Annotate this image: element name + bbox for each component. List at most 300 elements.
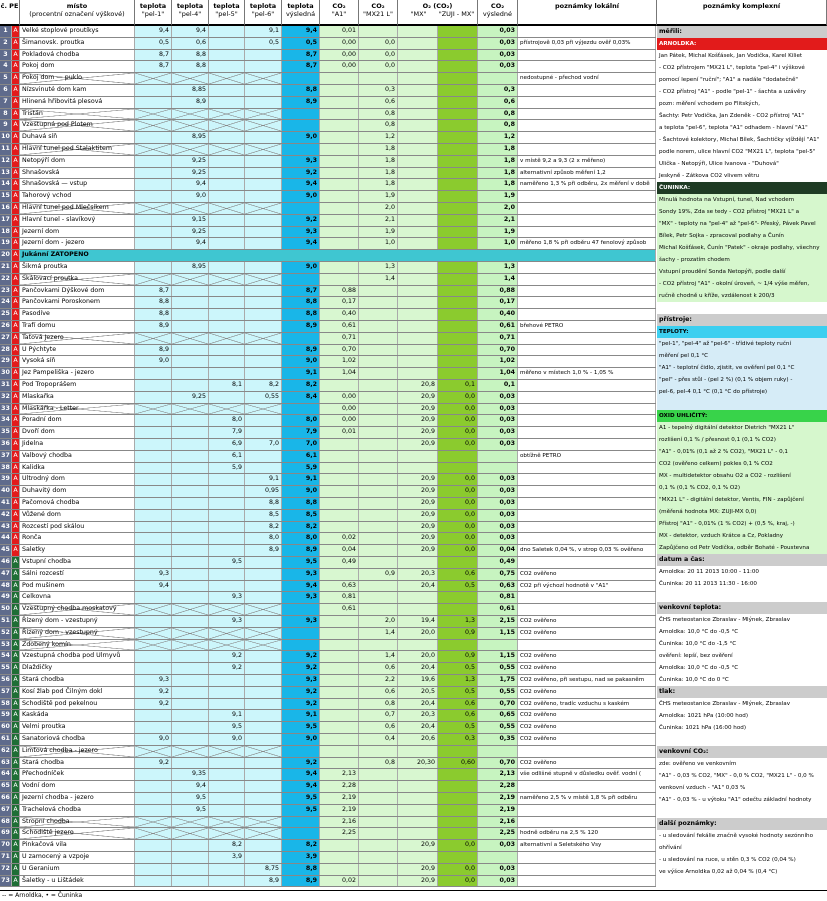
local-note <box>518 333 656 344</box>
complex-note-line: - Šachtové kolektory, Michal Bílek, Šachtičky vjíždějí "A1" <box>659 137 820 143</box>
complex-note-line: rozlišení 0,1 % / přesnost 0,1 (0,1 % CO2) <box>657 434 827 446</box>
co2-result: 1,8 <box>478 156 518 167</box>
co2-zuji-mx: 1,3 <box>438 616 478 627</box>
row-id: 15 <box>0 191 12 202</box>
header-t3-sub: "pel-5" <box>215 10 238 18</box>
table-row <box>0 38 656 50</box>
cave-flag: A <box>12 61 20 72</box>
temp-pel5: 6,1 <box>209 451 245 462</box>
temp-pel4 <box>172 817 209 828</box>
table-row <box>0 522 656 534</box>
co2-zuji-mx <box>438 463 478 474</box>
cave-flag: A <box>12 179 20 190</box>
co2-mx21 <box>359 286 398 297</box>
cave-flag: A <box>12 309 20 320</box>
co2-a1 <box>320 215 359 226</box>
header-t4-title: teplota <box>249 2 277 10</box>
temp-pel5 <box>209 817 245 828</box>
row-id: 44 <box>0 533 12 544</box>
place-name: Limtová chodba - jezero <box>20 746 135 757</box>
co2-result: 1,0 <box>478 238 518 249</box>
table-row <box>0 474 656 486</box>
temp-pel1 <box>135 144 172 155</box>
co2-result: 0,03 <box>478 26 518 37</box>
complex-note-line: podle norem, ulice hlavní CO2 "MX21 L", teplota "pel-5" <box>659 149 816 155</box>
header-o2-sub-b: "ZUJI - MX" <box>438 10 475 18</box>
o2-mx <box>398 238 438 249</box>
place-name: Kalidka <box>20 463 135 474</box>
co2-a1 <box>320 522 359 533</box>
o2-mx <box>398 215 438 226</box>
complex-note-line: Čuninka: 1021 hPa (16:00 hod) <box>659 725 746 731</box>
o2-mx <box>398 120 438 131</box>
co2-a1: 2,25 <box>320 828 359 839</box>
header-t3 <box>209 0 245 26</box>
complex-note-line: ČUNINKA: <box>657 182 827 194</box>
temp-pel6 <box>245 85 282 96</box>
temp-pel6 <box>245 427 282 438</box>
temp-result: 6,1 <box>282 451 320 462</box>
co2-a1: 0,02 <box>320 876 359 887</box>
co2-zuji-mx <box>438 309 478 320</box>
temp-pel1 <box>135 793 172 804</box>
cave-flag: A <box>12 817 20 828</box>
temp-pel5 <box>209 699 245 710</box>
co2-a1 <box>320 640 359 651</box>
table-row <box>0 569 656 581</box>
co2-zuji-mx <box>438 746 478 757</box>
co2-result: 0,03 <box>478 404 518 415</box>
o2-mx <box>398 557 438 568</box>
co2-mx21 <box>359 533 398 544</box>
temp-pel5 <box>209 604 245 615</box>
co2-a1 <box>320 510 359 521</box>
cave-flag: A <box>12 297 20 308</box>
temp-pel6 <box>245 451 282 462</box>
cave-flag: A <box>12 734 20 745</box>
co2-result: 0,63 <box>478 581 518 592</box>
complex-note-line: ARNOLDKA: <box>657 38 827 50</box>
co2-zuji-mx: 0,9 <box>438 651 478 662</box>
temp-pel5 <box>209 179 245 190</box>
row-id: 12 <box>0 156 12 167</box>
temp-pel6 <box>245 793 282 804</box>
temp-result <box>282 203 320 214</box>
co2-result: 0,70 <box>478 758 518 769</box>
temp-result: 8,0 <box>282 415 320 426</box>
local-note: CO2 ověřeno <box>518 722 656 733</box>
table-row <box>0 486 656 498</box>
temp-result: 9,2 <box>282 758 320 769</box>
table-row <box>0 250 656 262</box>
co2-zuji-mx: 0,0 <box>438 474 478 485</box>
complex-note-line: Arnoldka: 10,0 °C do -0,5 °C <box>659 665 739 671</box>
temp-pel6 <box>245 663 282 674</box>
table-row <box>0 817 656 829</box>
temp-pel6: 8,0 <box>245 533 282 544</box>
co2-result: 0,1 <box>478 380 518 391</box>
co2-mx21 <box>359 368 398 379</box>
temp-result: 5,9 <box>282 463 320 474</box>
temp-pel6 <box>245 356 282 367</box>
o2-mx: 20,9 <box>398 486 438 497</box>
co2-a1 <box>320 439 359 450</box>
header-c1 <box>320 0 359 26</box>
header-c2-title: CO₂ <box>371 2 385 10</box>
co2-result: 0,88 <box>478 286 518 297</box>
temp-pel1 <box>135 404 172 415</box>
local-note: měřeno v místech 1,0 % - 1,05 % <box>518 368 656 379</box>
table-row <box>0 262 656 274</box>
row-id: 41 <box>0 498 12 509</box>
temp-pel4 <box>172 286 209 297</box>
complex-note-line: ověření: lepší, bez ověření <box>659 653 733 659</box>
local-note: CO2 ověřeno, tradíc vzduchu s kaském <box>518 699 656 710</box>
temp-pel1 <box>135 451 172 462</box>
complex-note-line: měření pel 0,1 °C <box>657 350 827 362</box>
temp-pel6 <box>245 840 282 851</box>
co2-a1: 0,00 <box>320 392 359 403</box>
complex-note-line: Přístroj "A1" - 0,01% (1 % CO2) + (0,5 %, kraj, -) <box>657 518 827 530</box>
cave-flag: A <box>12 238 20 249</box>
co2-a1: 0,00 <box>320 38 359 49</box>
cave-flag: A <box>12 852 20 863</box>
cave-flag: A <box>12 828 20 839</box>
place-name: Shnašovská <box>20 168 135 179</box>
temp-pel5: 8,1 <box>209 380 245 391</box>
place-name: Vzestupný chodba moskatový <box>20 604 135 615</box>
co2-a1 <box>320 144 359 155</box>
temp-pel6: 8,75 <box>245 864 282 875</box>
temp-pel4 <box>172 864 209 875</box>
temp-result: 8,9 <box>282 876 320 887</box>
co2-result: 0,03 <box>478 61 518 72</box>
temp-result: 9,5 <box>282 805 320 816</box>
header-t2-title: teplota <box>176 2 204 10</box>
temp-pel6: 7,0 <box>245 439 282 450</box>
table-row <box>0 120 656 132</box>
temp-pel4 <box>172 427 209 438</box>
temp-pel1 <box>135 840 172 851</box>
table-row <box>0 191 656 203</box>
place-name: Řízený dom - vzestupný <box>20 628 135 639</box>
complex-note-line: Jan Pátek, Michal Košťásek, Jan Vodička, Karel Kiliet <box>659 53 803 59</box>
cave-flag: A <box>12 805 20 816</box>
o2-mx: 20,30 <box>398 758 438 769</box>
cave-flag: A <box>12 132 20 143</box>
table-row <box>0 793 656 805</box>
temp-result: 9,1 <box>282 368 320 379</box>
cave-flag: A <box>12 628 20 639</box>
temp-pel5 <box>209 640 245 651</box>
cave-flag: A <box>12 581 20 592</box>
local-note: vše odlišné stupně v důsledku ověř. vodní ( <box>518 769 656 780</box>
o2-mx: 20,9 <box>398 439 438 450</box>
local-note <box>518 510 656 521</box>
cave-flag: A <box>12 345 20 356</box>
complex-note-line: CO2 (ověřeno celkem) pokles 0,1 % CO2 <box>657 458 827 470</box>
temp-pel6: 8,8 <box>245 498 282 509</box>
temp-pel4: 8,8 <box>172 61 209 72</box>
temp-pel4 <box>172 309 209 320</box>
co2-zuji-mx <box>438 191 478 202</box>
cave-flag: A <box>12 262 20 273</box>
cave-flag: A <box>12 486 20 497</box>
temp-pel4: 9,4 <box>172 781 209 792</box>
co2-a1 <box>320 120 359 131</box>
complex-note-line: - CO2 přístroj "A1" - podle "pel-1" - šachta a uzávěry <box>659 89 806 95</box>
table-row <box>0 616 656 628</box>
local-note: CO2 ověřeno <box>518 758 656 769</box>
co2-result: 1,2 <box>478 132 518 143</box>
table-row <box>0 557 656 569</box>
row-id: 35 <box>0 427 12 438</box>
header-o2-title: O₂ (CO₂) <box>422 2 453 10</box>
temp-pel4 <box>172 486 209 497</box>
o2-mx <box>398 203 438 214</box>
co2-a1: 2,19 <box>320 793 359 804</box>
temp-pel4: 9,5 <box>172 805 209 816</box>
co2-zuji-mx: 0,6 <box>438 699 478 710</box>
cave-flag: A <box>12 97 20 108</box>
co2-result: 1,8 <box>478 168 518 179</box>
complex-note-line: ČHS meteostanice Zbraslav - Mlýnek, Zbraslav <box>659 617 790 623</box>
row-id: 24 <box>0 297 12 308</box>
row-id: 61 <box>0 734 12 745</box>
table-row <box>0 463 656 475</box>
temp-pel4 <box>172 463 209 474</box>
temp-pel1 <box>135 274 172 285</box>
co2-result: 1,02 <box>478 356 518 367</box>
co2-a1 <box>320 109 359 120</box>
temp-pel1 <box>135 616 172 627</box>
row-id: 23 <box>0 286 12 297</box>
header-t1-sub: "pel-1" <box>141 10 165 18</box>
place-name: Pančovkami Dýškové dom <box>20 286 135 297</box>
row-id: 31 <box>0 380 12 391</box>
temp-pel4 <box>172 120 209 131</box>
table-row <box>0 840 656 852</box>
co2-mx21: 0,3 <box>359 85 398 96</box>
o2-mx: 20,3 <box>398 710 438 721</box>
temp-pel6 <box>245 852 282 863</box>
o2-mx: 20,9 <box>398 427 438 438</box>
o2-mx: 20,9 <box>398 522 438 533</box>
co2-a1: 0,01 <box>320 26 359 37</box>
place-name: Velmi proutka <box>20 722 135 733</box>
temp-pel1: 9,4 <box>135 581 172 592</box>
co2-zuji-mx <box>438 356 478 367</box>
table-row <box>0 415 656 427</box>
temp-pel1 <box>135 722 172 733</box>
co2-mx21: 0,6 <box>359 97 398 108</box>
local-note: CO2 ověřeno <box>518 710 656 721</box>
row-id: 18 <box>0 227 12 238</box>
co2-zuji-mx: 0,0 <box>438 864 478 875</box>
temp-pel4 <box>172 651 209 662</box>
row-id: 47 <box>0 569 12 580</box>
place-name: Dlaždičky <box>20 663 135 674</box>
temp-pel5 <box>209 769 245 780</box>
complex-note-line: měřili: <box>657 26 827 38</box>
local-note: CO2 ověřeno <box>518 734 656 745</box>
cave-flag: A <box>12 85 20 96</box>
co2-zuji-mx <box>438 262 478 273</box>
co2-a1: 0,00 <box>320 404 359 415</box>
co2-zuji-mx <box>438 156 478 167</box>
local-note <box>518 474 656 485</box>
place-name: Schodiště jezero <box>20 828 135 839</box>
complex-note-line: datum a čas: <box>657 554 827 566</box>
table-row <box>0 781 656 793</box>
co2-mx21 <box>359 604 398 615</box>
temp-pel5: 9,2 <box>209 651 245 662</box>
co2-zuji-mx: 0,0 <box>438 840 478 851</box>
co2-a1 <box>320 168 359 179</box>
row-id: 50 <box>0 604 12 615</box>
temp-pel5: 9,0 <box>209 734 245 745</box>
co2-a1 <box>320 628 359 639</box>
temp-pel4 <box>172 581 209 592</box>
temp-pel5 <box>209 805 245 816</box>
temp-pel4 <box>172 604 209 615</box>
co2-a1 <box>320 734 359 745</box>
co2-result: 2,1 <box>478 215 518 226</box>
place-name: Stará chodba <box>20 758 135 769</box>
temp-pel4 <box>172 533 209 544</box>
o2-mx: 20,9 <box>398 392 438 403</box>
table-row <box>0 758 656 770</box>
table-row <box>0 581 656 593</box>
complex-note-line: TEPLOTY: <box>657 326 827 338</box>
temp-result <box>282 144 320 155</box>
temp-pel5 <box>209 73 245 84</box>
temp-pel1 <box>135 415 172 426</box>
temp-result: 9,4 <box>282 781 320 792</box>
row-id: 69 <box>0 828 12 839</box>
o2-mx <box>398 451 438 462</box>
o2-mx <box>398 805 438 816</box>
co2-mx21 <box>359 769 398 780</box>
co2-result: 0,70 <box>478 345 518 356</box>
place-name: Zdobený komín <box>20 640 135 651</box>
place-name: Pinkačová vila <box>20 840 135 851</box>
complex-note-line: ČHS meteostanice Zbraslav - Mlýnek, Zbraslav <box>659 701 790 707</box>
temp-pel6: 8,2 <box>245 380 282 391</box>
temp-pel5 <box>209 26 245 37</box>
header-local-notes: poznámky lokální <box>518 0 657 26</box>
place-name: Mlaskařka <box>20 392 135 403</box>
complex-note-line: MX - multidetektor obsahu O2 a CO2 - rozlišení <box>657 470 827 482</box>
co2-a1 <box>320 663 359 674</box>
temp-pel4: 0,6 <box>172 38 209 49</box>
co2-a1: 0,00 <box>320 415 359 426</box>
temp-pel6 <box>245 581 282 592</box>
row-id: 42 <box>0 510 12 521</box>
temp-pel6 <box>245 309 282 320</box>
temp-pel6 <box>245 651 282 662</box>
row-id: 28 <box>0 345 12 356</box>
co2-mx21: 0,6 <box>359 687 398 698</box>
local-note <box>518 203 656 214</box>
temp-pel6 <box>245 722 282 733</box>
complex-note-line: venkovní CO₂: <box>657 746 827 758</box>
place-name: Jukánní ZATOPENO <box>20 250 656 261</box>
co2-mx21: 1,4 <box>359 274 398 285</box>
co2-zuji-mx: 0,6 <box>438 569 478 580</box>
table-row <box>0 439 656 451</box>
o2-mx <box>398 321 438 332</box>
o2-mx: 20,9 <box>398 533 438 544</box>
temp-pel5 <box>209 356 245 367</box>
row-id: 22 <box>0 274 12 285</box>
temp-pel5 <box>209 828 245 839</box>
row-id: 1 <box>0 26 12 37</box>
co2-a1 <box>320 651 359 662</box>
co2-mx21 <box>359 864 398 875</box>
temp-result: 8,8 <box>282 498 320 509</box>
header-place <box>20 0 135 26</box>
temp-pel4: 9,5 <box>172 793 209 804</box>
complex-note-line: - u sledování fekálie značně vysoké hodnoty sezónního <box>659 833 813 839</box>
place-name: Vodní dom <box>20 781 135 792</box>
row-id: 20 <box>0 250 12 261</box>
complex-note-line: "A1" - teplotní čidlo, zjistit, ve ověření pel 0,1 °C <box>657 362 827 374</box>
temp-pel5 <box>209 510 245 521</box>
temp-pel5: 9,5 <box>209 722 245 733</box>
local-note <box>518 486 656 497</box>
o2-mx <box>398 168 438 179</box>
temp-result <box>282 120 320 131</box>
local-note <box>518 345 656 356</box>
co2-a1 <box>320 675 359 686</box>
co2-a1 <box>320 179 359 190</box>
temp-pel6: 8,5 <box>245 510 282 521</box>
o2-mx <box>398 61 438 72</box>
row-id: 62 <box>0 746 12 757</box>
complex-note-line <box>657 734 827 746</box>
table-row <box>0 404 656 416</box>
o2-mx <box>398 828 438 839</box>
o2-mx <box>398 746 438 757</box>
temp-pel4: 8,8 <box>172 50 209 61</box>
temp-pel1: 8,8 <box>135 297 172 308</box>
co2-mx21: 2,1 <box>359 215 398 226</box>
temp-pel1 <box>135 545 172 556</box>
o2-mx <box>398 333 438 344</box>
table-row <box>0 510 656 522</box>
co2-mx21 <box>359 392 398 403</box>
temp-result: 0,5 <box>282 38 320 49</box>
co2-zuji-mx <box>438 793 478 804</box>
temp-pel6 <box>245 699 282 710</box>
temp-pel5 <box>209 168 245 179</box>
o2-mx <box>398 852 438 863</box>
local-note <box>518 533 656 544</box>
temp-pel4 <box>172 345 209 356</box>
o2-mx: 20,0 <box>398 651 438 662</box>
co2-zuji-mx <box>438 828 478 839</box>
complex-note-line: A1 - tepelný digitální detektor Dietrich "MX21 L" <box>657 422 827 434</box>
cave-flag: A <box>12 415 20 426</box>
local-note: břehové PETRO <box>518 321 656 332</box>
temp-pel1 <box>135 120 172 131</box>
complex-note-line: Ulička - Netopýři, Ulice Ivanova - "Duhová" <box>659 161 779 167</box>
temp-pel4 <box>172 758 209 769</box>
o2-mx <box>398 26 438 37</box>
co2-a1 <box>320 746 359 757</box>
temp-pel4 <box>172 274 209 285</box>
